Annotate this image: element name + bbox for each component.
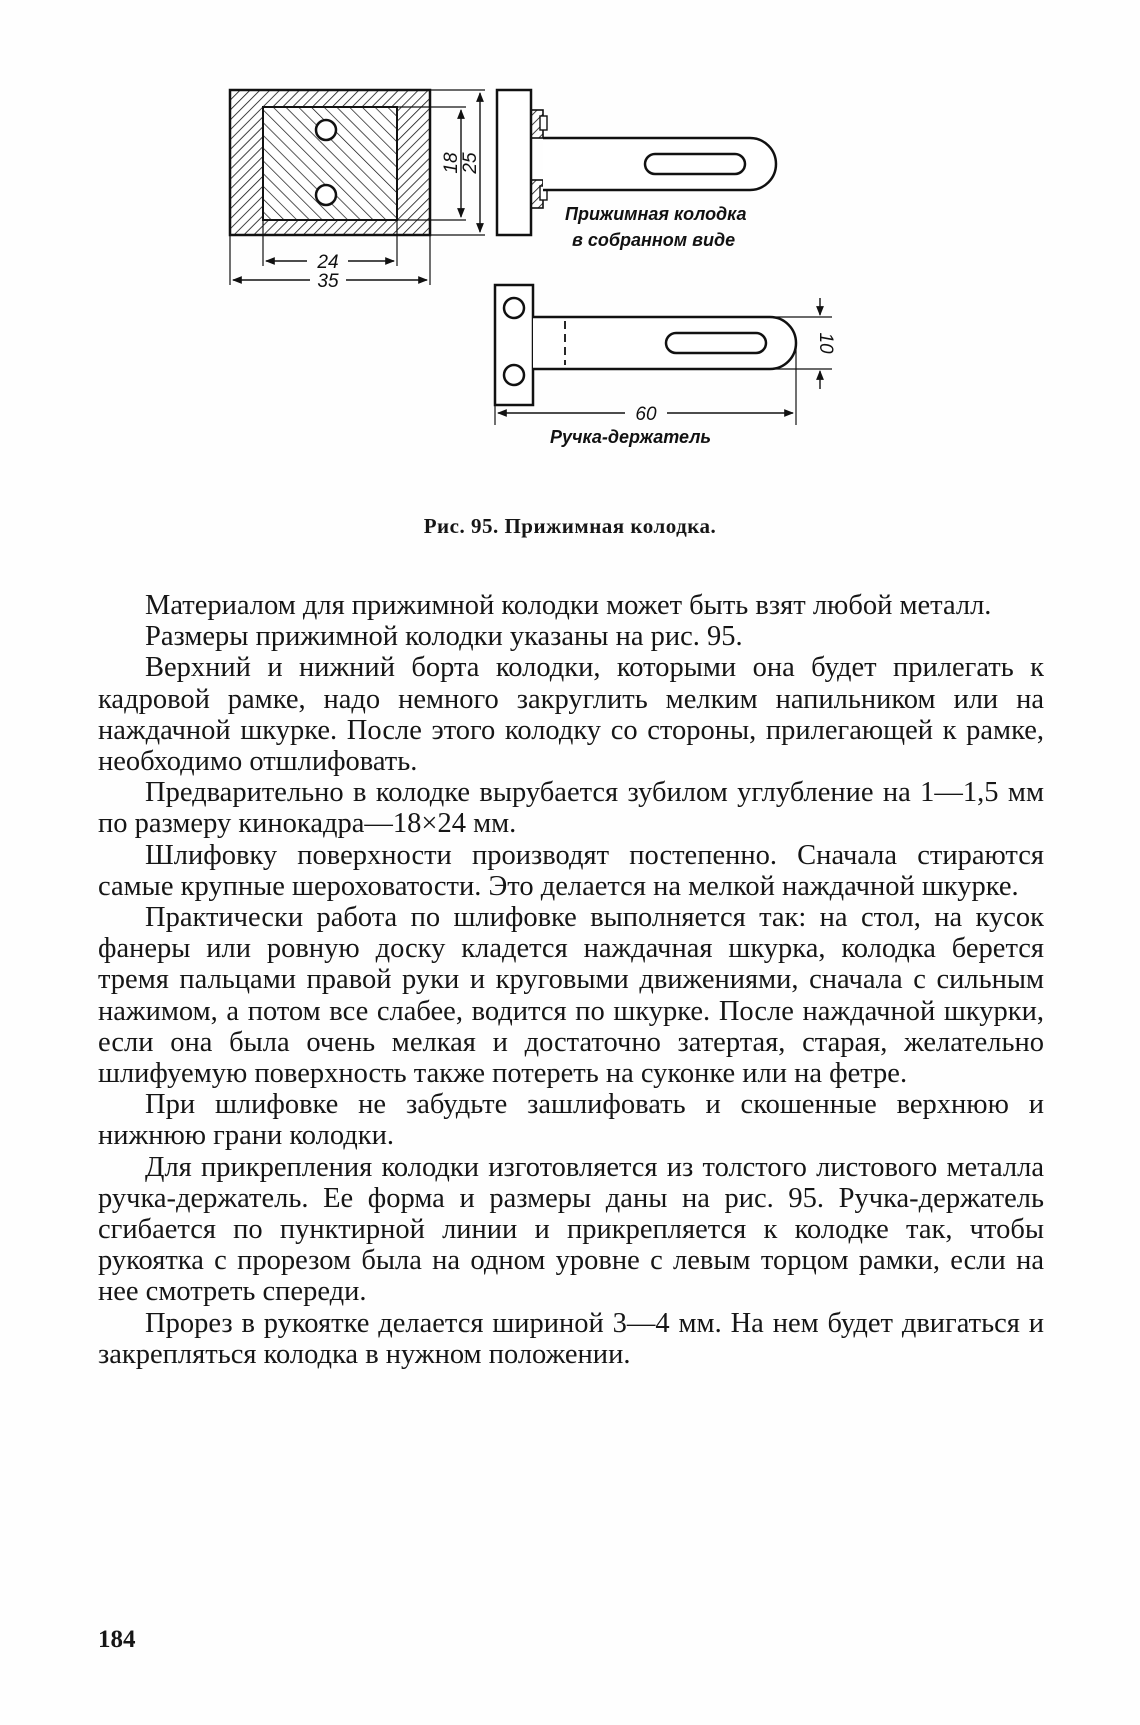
paragraph: Верхний и нижний борта колодки, которыми она будет прилегать к кадровой рамке, надо немного закруглить мелким напильником или на наждачной шкурке. После этого колодку со стороны, прилегающей к рамке, необходимо отшлифовать.	[98, 652, 1044, 778]
page-number: 184	[98, 1626, 136, 1653]
dim-25-label: 25	[460, 152, 481, 174]
dim-18-label: 18	[441, 152, 462, 174]
paragraph: Размеры прижимной колодки указаны на рис. 95.	[145, 621, 743, 653]
label-assembled-line2: в собранном виде	[572, 230, 736, 250]
paragraph: Практически работа по шлифовке выполняется так: на стол, на кусок фанеры или ровную доску кладется наждачная шкурка, колодка берется тремя пальцами правой руки и круговыми движениями, сначала с сильным нажимом, а потом все слабее, водится по шкурке. После наждачной шкурки, если она была очень мелкая и достаточно затертая, старая, желательно шлифуемую поверхность также потереть на суконке или на фетре.	[98, 902, 1044, 1090]
technical-drawing	[220, 80, 920, 510]
dim-24-label: 24	[317, 252, 339, 273]
label-assembled-line1: Прижимная колодка	[565, 204, 747, 224]
dim-35-label: 35	[317, 271, 339, 292]
dim-10-label: 10	[815, 332, 836, 354]
label-handle: Ручка-держатель	[550, 427, 712, 447]
dim-60-label: 60	[635, 404, 657, 425]
handle-holder-view	[495, 285, 836, 447]
block-front-view	[230, 90, 430, 235]
paragraph: Прорез в рукоятке делается шириной 3—4 мм. На нем будет двигаться и закрепляться колодка в нужном положении.	[98, 1307, 1044, 1370]
paragraph: Материалом для прижимной колодки может быть взят любой металл.	[145, 590, 992, 621]
assembled-side-view	[497, 90, 776, 250]
paragraph: Для прикрепления колодки изготовляется из толстого листового металла ручка-держатель. Ее форма и размеры даны на рис. 95. Ручка-держатель сгибается по пунктирной линии и прикрепляется к колодке так, чтобы рукоятка с прорезом была на одном уровне с левым торцом рамки, если на нее смотреть спереди.	[98, 1151, 1044, 1308]
figure-caption: Рис. 95. Прижимная колодка.	[423, 514, 717, 538]
body-text	[98, 590, 1044, 1370]
paragraph: При шлифовке не забудьте зашлифовать и скошенные верхнюю и нижнюю грани колодки.	[98, 1089, 1044, 1152]
paragraph: Предварительно в колодке вырубается зубилом углубление на 1—1,5 мм по размеру кинокадра—18×24 мм.	[98, 777, 1044, 840]
paragraph: Шлифовку поверхности производят постепенно. Сначала стираются самые крупные шероховатости. Это делается на мелкой наждачной шкурке.	[98, 839, 1044, 902]
figure-95	[220, 80, 920, 510]
